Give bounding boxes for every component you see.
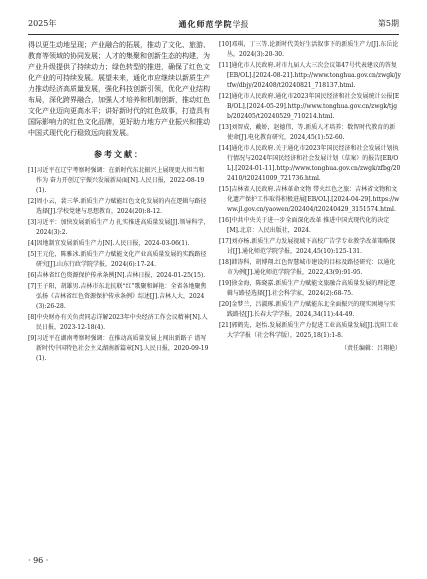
reference-item: [20]金梦兰，吕淑琢.新质生产力赋能东北全面振兴的现实困境与实践路径[J].长春大学学报，2024,34(11):44-49. [219, 301, 396, 318]
journal-name: 通化师范学院 [178, 19, 233, 29]
reference-item: [15]吉林省人民政府.吉林革命文物 带火红色之旅：吉林省文物和文化遗产保护工作取得积极进展[EB/OL].[2024-04-29].https://www.jl.gov.cn/yaowen/202404/t20240429_3151574.html. [219, 186, 400, 213]
journal-suffix: 学报 [232, 20, 249, 29]
reference-item: [11]通化市人民政府.对市九届人大三次会议第47号代表建议的答复[EB/OL].[2024-08-21].http://www.tonghua.gov.cn/zwgk/jytfw/dbjy/202408/t20240821_718137.html. [219, 62, 401, 89]
reference-item: [7]王子阳，胡雄男.吉林市东北抗联“红”歌聚和鲜艳：全省各地聚焦弘扬《吉林省红色资源保护传承条例》综述[J].吉林人大，2024(3):26-28. [28, 283, 207, 310]
reference-item: [4]因地制宜发展新质生产力[N].人民日报，2024-03-06(1). [28, 240, 190, 247]
reference-item: [6]吉林省红色资源保护传承条例[N].吉林日报，2024-01-25(15). [28, 272, 206, 279]
reference-item: [8]中央财办有关负责同志详解2023年中央经济工作会议精神[N].人民日报，2023-12-18(4). [28, 314, 208, 331]
reference-item: [14]通化市人民政府.关于通化市2023年国民经济和社会发展计划执行情况与2024年国民经济和社会发展计划（草案）的报告[EB/OL].[2024-01-11].http://www.tonghua.gov.cn/zwgk/zfbg/202410/t20241009_721736.html. [219, 145, 401, 182]
running-header [28, 14, 399, 35]
body-paragraph: 得以更生动地呈现；产业融合的拓展，推动了文化、旅游、教育等领域的协同发展；人才的集聚和创新生态的构建，为产业升级提供了持续动力；绿色转型的推进，确保了红色文化产业的可持续发展。展望未来，通化市应继续以新质生产力推动经济高质量发展，强化科技创新引领，优化产业结构布局，深化跨界融合，加强人才培养和机制创新，推动红色文化产业迈向更高水平；讲好新时代的红色故事，打造具有国际影响力的红色文化品牌，更好助力地方产业振兴和推动中国式现代化行稳致远向前发展。 [28, 41, 210, 137]
header-issue: 第5期 [377, 19, 399, 28]
left-column [28, 40, 210, 365]
reference-item: [9]习近平在湖南考察时强调：在推动高质量发展上闯出新路子 谱写新时代中国特色社会主义湖南新篇章[N].人民日报，2020-09-19(1). [28, 335, 209, 362]
header-journal-title [28, 14, 399, 35]
reference-item: [16]中共中央关于进一步全面深化改革 推进中国式现代化的决定[M].北京：人民出版社，2024. [219, 217, 390, 234]
reference-item: [19]徐金海，陈晓嘉.新质生产力赋能文旅融合高质量发展的理论逻辑与路径选择[J].社会科学家，2024(2):68-75. [219, 280, 396, 297]
reference-item: [2]周小云，裴三华.新质生产力赋能红色文化发展的内在逻辑与路径选择[J].学校党建与思想教育，2024(20):8-12. [28, 198, 207, 215]
reference-item: [13]刘智成，戴娇，赵德伟，等.新质人才培养：数智时代教育的新使命[J].电化教育研究，2024,45(1):52-60. [219, 124, 396, 141]
header-year: 2025年 [28, 19, 57, 28]
reference-item: [10]邓琪，丁三等.论新时代美好生活叙事下的新质生产力[J].东岳论丛，2024(3):20-30. [219, 41, 399, 58]
reference-item: [3]习近平：加快发展新质生产力 扎实推进高质量发展[J].领导科学，2024(3):2. [28, 219, 210, 236]
reference-item: [12]通化市人民政府.通化市2023年国民经济和社会发展统计公报[EB/OL].[2024-05-29].http://www.tonghua.gov.cn/zwgk/tjgb/202405/t20240529_710214.html. [219, 93, 400, 120]
editor-note: （责任编辑：吕翔艳） [340, 345, 401, 352]
references-heading: 参考文献： [94, 149, 144, 159]
right-column [219, 40, 401, 354]
reference-item: [21]郭鹤先，赵怡.发展新质生产力促进工业高质量发展[J].沈阳工业大学学报（社会科学版），2025,18(1):1-8. [219, 322, 399, 339]
reference-item: [1]习近平在辽宁考察时强调：在新时代东北振兴上展现更大担当和作为 奋力开创辽宁振兴发展新局面[N].人民日报，2022-08-19(1). [28, 167, 205, 194]
reference-item: [18]韩涛科，胡博翔.红色智慧城市建设的目标及路径研究：以通化市为例[J].通化师范学院学报，2022,43(9):91-95. [219, 259, 396, 276]
reference-item: [5]王元伦，陈雅冰.新质生产力赋能文化产业高质量发展的实践路径研究[J].山东行政学院学报，2024(6):17-24. [28, 251, 207, 268]
reference-item: [17]刘亦杨.新质生产力发展视域下高校广告学专业教学改革策略探讨[J].通化师范学院学报，2024,45(10):125-131. [219, 238, 396, 255]
page-number: · 96 · [28, 556, 49, 565]
